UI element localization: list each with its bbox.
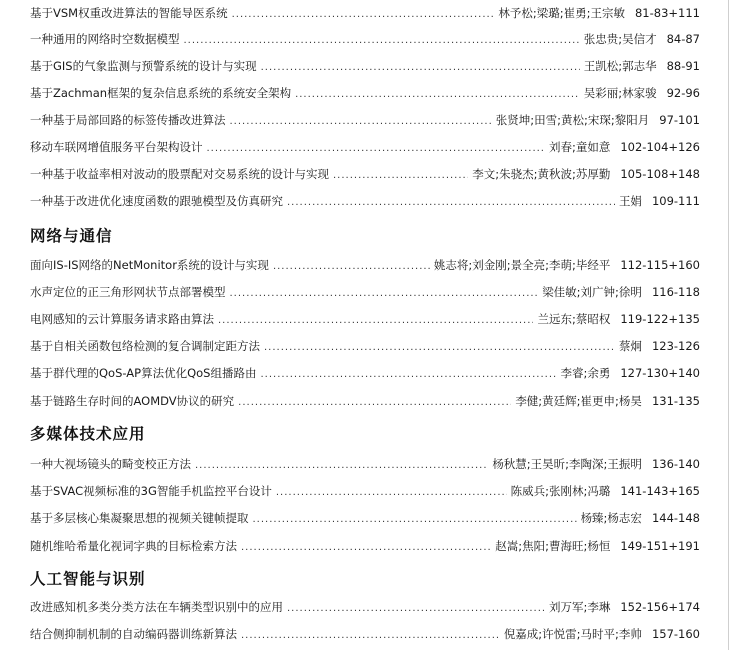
entry-authors: 张忠贵;吴信才 bbox=[583, 32, 657, 46]
entry-pages: 81-83+111 bbox=[634, 6, 700, 20]
entry-authors: 刘万军;李琳 bbox=[548, 600, 611, 614]
entry-title: 基于自相关函数包络检测的复合调制定距方法 bbox=[30, 339, 260, 353]
dot-leader bbox=[273, 258, 430, 276]
entry-title: 水声定位的正三角形网状节点部署模型 bbox=[30, 285, 226, 299]
toc-entry[interactable] bbox=[30, 57, 700, 75]
entry-pages: 92-96 bbox=[666, 86, 700, 100]
toc-entry[interactable] bbox=[30, 30, 700, 48]
entry-pages: 97-101 bbox=[659, 113, 700, 127]
entry-title: 基于Zachman框架的复杂信息系统的系统安全架构 bbox=[30, 86, 292, 100]
toc-entry[interactable] bbox=[30, 283, 700, 301]
toc-entry[interactable] bbox=[30, 625, 700, 643]
entry-title: 一种基于改进优化速度函数的跟驰模型及仿真研究 bbox=[30, 194, 283, 208]
entry-title: 一种通用的网络时空数据模型 bbox=[30, 32, 180, 46]
entry-pages: 109-111 bbox=[651, 194, 700, 208]
entry-pages: 127-130+140 bbox=[620, 366, 700, 380]
dot-leader bbox=[232, 6, 495, 24]
entry-authors: 张贤坤;田雪;黄松;宋琛;黎阳月 bbox=[495, 113, 650, 127]
entry-pages: 84-87 bbox=[666, 32, 700, 46]
dot-leader bbox=[195, 457, 488, 475]
dot-leader bbox=[333, 167, 468, 185]
toc-entry[interactable] bbox=[30, 84, 700, 102]
entry-authors: 李健;黄廷辉;崔更申;杨昊 bbox=[515, 394, 642, 408]
entry-authors: 杨臻;杨志宏 bbox=[580, 511, 642, 525]
entry-pages: 149-151+191 bbox=[620, 539, 700, 553]
entry-title: 移动车联网增值服务平台架构设计 bbox=[30, 140, 203, 154]
entry-title: 基于SVAC视频标准的3G智能手机监控平台设计 bbox=[30, 484, 272, 498]
dot-leader bbox=[295, 86, 580, 104]
entry-title: 面向IS-IS网络的NetMonitor系统的设计与实现 bbox=[30, 258, 269, 272]
page-right-border bbox=[728, 0, 729, 650]
toc-entry[interactable] bbox=[30, 537, 700, 555]
entry-pages: 105-108+148 bbox=[620, 167, 700, 181]
dot-leader bbox=[184, 32, 580, 50]
entry-title: 随机维哈希量化视词字典的目标检索方法 bbox=[30, 539, 237, 553]
entry-authors: 梁佳敏;刘广钟;徐明 bbox=[542, 285, 642, 299]
dot-leader bbox=[287, 600, 545, 618]
entry-authors: 陈威兵;张刚林;冯璐 bbox=[510, 484, 611, 498]
entry-authors: 李睿;余勇 bbox=[560, 366, 611, 380]
dot-leader bbox=[287, 194, 615, 212]
entry-pages: 141-143+165 bbox=[620, 484, 700, 498]
toc-entry[interactable] bbox=[30, 165, 700, 183]
entry-authors: 刘春;童如意 bbox=[548, 140, 611, 154]
entry-title: 一种基于收益率相对波动的股票配对交易系统的设计与实现 bbox=[30, 167, 329, 181]
entry-pages: 102-104+126 bbox=[620, 140, 700, 154]
dot-leader bbox=[230, 285, 539, 303]
entry-authors: 林予松;梁璐;崔勇;王宗敏 bbox=[498, 6, 625, 20]
entry-pages: 152-156+174 bbox=[620, 600, 700, 614]
dot-leader bbox=[260, 366, 556, 384]
entry-pages: 123-126 bbox=[651, 339, 700, 353]
entry-title: 基于多层核心集凝聚思想的视频关键帧提取 bbox=[30, 511, 249, 525]
toc-entry[interactable] bbox=[30, 455, 700, 473]
entry-authors: 吴彩丽;林家骏 bbox=[583, 86, 657, 100]
entry-pages: 157-160 bbox=[651, 627, 700, 641]
entry-pages: 116-118 bbox=[651, 285, 700, 299]
entry-title: 改进感知机多类分类方法在车辆类型识别中的应用 bbox=[30, 600, 283, 614]
entry-title: 基于VSM权重改进算法的智能导医系统 bbox=[30, 6, 228, 20]
entry-authors: 王凯松;郭志华 bbox=[583, 59, 657, 73]
dot-leader bbox=[276, 484, 507, 502]
entry-pages: 136-140 bbox=[651, 457, 700, 471]
section-heading: 多媒体技术应用 bbox=[30, 424, 146, 443]
entry-authors: 杨秋慧;王昊昕;李陶深;王振明 bbox=[492, 457, 642, 471]
entry-pages: 88-91 bbox=[666, 59, 700, 73]
toc-entry[interactable] bbox=[30, 192, 700, 210]
entry-title: 基于GIS的气象监测与预警系统的设计与实现 bbox=[30, 59, 257, 73]
entry-title: 基于链路生存时间的AOMDV协议的研究 bbox=[30, 394, 235, 408]
section-heading: 人工智能与识别 bbox=[30, 569, 146, 588]
entry-title: 基于群代理的QoS-AP算法优化QoS组播路由 bbox=[30, 366, 257, 380]
toc-entry[interactable] bbox=[30, 598, 700, 616]
toc-entry[interactable] bbox=[30, 111, 700, 129]
dot-leader bbox=[264, 339, 615, 357]
entry-pages: 144-148 bbox=[651, 511, 700, 525]
toc-entry[interactable] bbox=[30, 138, 700, 156]
entry-authors: 倪嘉成;许悦雷;马时平;李帅 bbox=[503, 627, 642, 641]
entry-authors: 兰远东;蔡昭权 bbox=[537, 312, 611, 326]
dot-leader bbox=[241, 627, 500, 645]
entry-authors: 李文;朱骁杰;黄秋波;苏厚勤 bbox=[472, 167, 611, 181]
dot-leader bbox=[207, 140, 545, 158]
toc-entry[interactable] bbox=[30, 256, 700, 274]
toc-entry[interactable] bbox=[30, 482, 700, 500]
entry-title: 一种基于局部回路的标签传播改进算法 bbox=[30, 113, 226, 127]
entry-authors: 赵嵩;焦阳;曹海旺;杨恒 bbox=[495, 539, 611, 553]
section-heading: 网络与通信 bbox=[30, 226, 113, 245]
dot-leader bbox=[230, 113, 492, 131]
entry-title: 电网感知的云计算服务请求路由算法 bbox=[30, 312, 214, 326]
entry-pages: 112-115+160 bbox=[620, 258, 700, 272]
entry-authors: 蔡炯 bbox=[618, 339, 642, 353]
dot-leader bbox=[241, 539, 491, 557]
dot-leader bbox=[238, 394, 511, 412]
entry-title: 一种大视场镜头的畸变校正方法 bbox=[30, 457, 191, 471]
toc-entry[interactable] bbox=[30, 392, 700, 410]
entry-title: 结合侧抑制机制的自动编码器训练新算法 bbox=[30, 627, 237, 641]
toc-entry[interactable] bbox=[30, 310, 700, 328]
dot-leader bbox=[218, 312, 533, 330]
entry-authors: 姚志将;刘金刚;景全亮;李萌;毕经平 bbox=[433, 258, 611, 272]
toc-entry[interactable] bbox=[30, 337, 700, 355]
entry-pages: 119-122+135 bbox=[620, 312, 700, 326]
toc-entry[interactable] bbox=[30, 4, 700, 22]
toc-entry[interactable] bbox=[30, 509, 700, 527]
dot-leader bbox=[261, 59, 580, 77]
entry-pages: 131-135 bbox=[651, 394, 700, 408]
dot-leader bbox=[253, 511, 577, 529]
entry-authors: 王娟 bbox=[618, 194, 642, 208]
toc-entry[interactable] bbox=[30, 364, 700, 382]
